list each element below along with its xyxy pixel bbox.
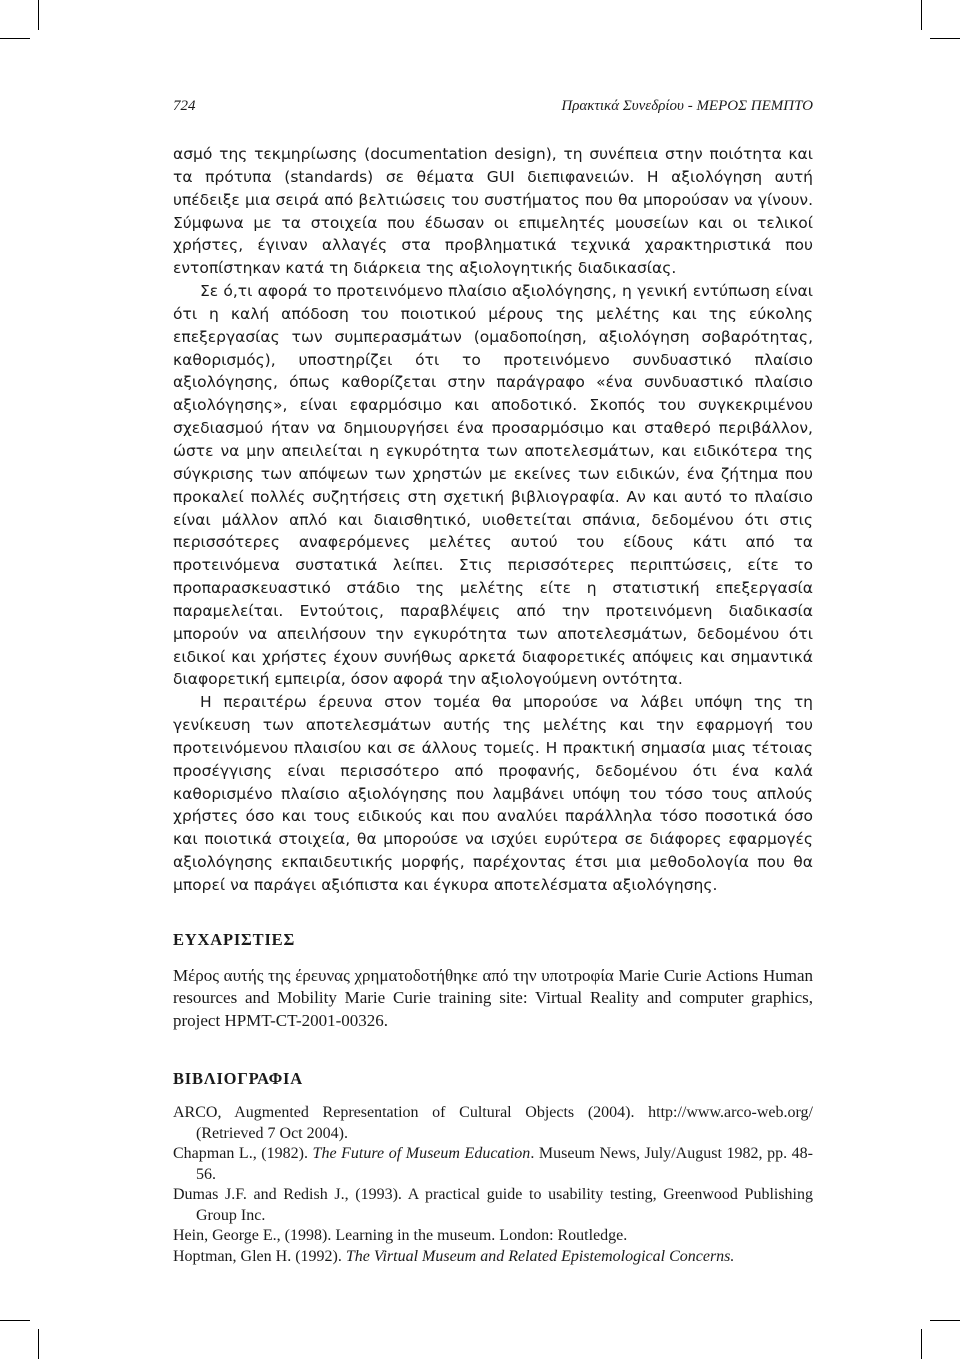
page-number: 724 [173, 98, 196, 114]
bib-text: ARCO, Augmented Representation of Cultural Objects (2004). http://www.arco-web.org/ (Retrieved 7 Oct 2004). [173, 1104, 813, 1142]
crop-mark [0, 1320, 30, 1321]
body-paragraph: ασμό της τεκμηρίωσης (documentation design), τη συνέπεια στην ποιότητα και τα πρότυπα (standards) σε θέματα GUI διεπιφανειών. Η αξιολόγηση αυτή υπέδειξε μια σειρά από βελτιώσεις του συστήματος που θα μπορούσαν να γίνουν. Σύμφωνα με τα στοιχεία που έδωσαν οι επιμελητές μουσείων και οι τελικοί χρήστες, έγιναν αλλαγές στα προβληματικά τεχνικά χαρακτηριστικά που εντοπίστηκαν κατά τη διάρκεια της αξιολογητικής διαδικασίας. [173, 145, 813, 278]
crop-mark [921, 0, 922, 30]
page-content [173, 143, 813, 1267]
acknowledgements-text: Μέρος αυτής της έρευνας χρηματοδοτήθηκε από την υποτροφία Marie Curie Actions Human resources and Mobility Marie Curie training site: Virtual Reality and computer graphics, project HPMT-CT-2001-00326. [173, 965, 813, 1030]
acknowledgements-heading: ΕΥΧΑΡΙΣΤΙΕΣ [173, 929, 296, 949]
crop-mark [0, 38, 30, 39]
running-head [173, 96, 813, 116]
bib-text: . Museum News, July/August 1982, pp. 48-56. [196, 1145, 814, 1183]
bibliography-entry [173, 1226, 813, 1247]
bib-title: The Virtual Museum and Related Epistemological Concerns. [345, 1247, 735, 1265]
body-paragraph: Η περαιτέρω έρευνα στον τομέα θα μπορούσε να λάβει υπόψη της τη γενίκευση των αποτελεσμάτων αυτής της μελέτης και την εφαρμογή του προτεινόμενου πλαισίου και σε άλλους τομείς. Η πρακτική σημασία μιας τέτοιας προσέγγισης είναι περισσότερο από προφανής, δεδομένου ότι ένα καλά καθορισμένο πλαίσιο αξιολόγησης που λαμβάνει υπόψη του τόσο τους απλούς χρήστες όσο και τους ειδικούς και που αναλύει παράλληλα τόσο ποσοτικά όσο και ποιοτικά στοιχεία, θα μπορούσε να ισχύει ευρύτερα σε διάφορες εφαρμογές αξιολόγησης εκπαιδευτικής μορφής, παρέχοντας έτσι μια μεθοδολογία που θα μπορεί να παράγει αξιόπιστα και έγκυρα αποτελέσματα αξιολόγησης. [173, 693, 813, 894]
crop-mark [930, 1320, 960, 1321]
running-title: Πρακτικά Συνεδρίου - ΜΕΡΟΣ ΠΕΜΠΤΟ [561, 98, 813, 114]
crop-mark [38, 1329, 39, 1359]
bibliography-heading: ΒΙΒΛΙΟΓΡΑΦΙΑ [173, 1069, 303, 1089]
crop-mark [930, 38, 960, 39]
bibliography-list [173, 1103, 813, 1267]
bib-text: Dumas J.F. and Redish J., (1993). A practical guide to usability testing, Greenwood Publishing Group Inc. [173, 1186, 813, 1224]
bib-text: Hoptman, Glen H. (1992). [173, 1247, 346, 1265]
bib-text: Chapman L., (1982). [173, 1145, 313, 1163]
bibliography-entry [173, 1144, 813, 1185]
body-paragraph: Σε ό,τι αφορά το προτεινόμενο πλαίσιο αξιολόγησης, η γενική εντύπωση είναι ότι η καλή απόδοση του ποιοτικού μέρους της μελέτης και της εύκολης επεξεργασίας των συμπερασμάτων (ομαδοποίηση, αξιολόγηση σοβαρότητας, καθορισμός), υποστηρίζει ότι το προτεινόμενο συνδυαστικό πλαίσιο αξιολόγησης, όπως καθορίζεται στην παράγραφο «ένα συνδυαστικό πλαίσιο αξιολόγησης», είναι εφαρμόσιμο και αποδοτικό. Σκοπός του συγκεκριμένου σχεδιασμού ήταν να δημιουργήσει ένα προσαρμόσιμο και σταθερό περιβάλλον, ώστε να μην απειλείται η εγκυρότητα των αποτελεσμάτων, και ειδικότερα της σύγκρισης των απόψεων των χρηστών με εκείνες των ειδικών, ένα ζήτημα που προκαλεί πολλές συζητήσεις στη σχετική βιβλιογραφία. Αν και αυτό το πλαίσιο είναι μάλλον απλό και διαισθητικό, υιοθετείται σπάνια, δεδομένου ότι στις περισσότερες αναφερόμενες μελέτες αυτού του είδους κάτι από τα προτεινόμενα συστατικά λείπει. Στις περισσότερες περιπτώσεις, είτε το προπαρασκευαστικό στάδιο της μελέτης είτε η στατιστική επεξεργασία παραμελείται. Εντούτοις, παραβλέψεις από την προτεινόμενη διαδικασία μπορούν να απειλήσουν την εγκυρότητα των αποτελεσμάτων, δεδομένου ότι ειδικοί και χρήστες έχουν συνήθως αρκετά διαφορετικές απόψεις και σημαντικά διαφορετική εμπειρία, όσον αφορά την αξιολογούμενη οντότητα. [173, 282, 813, 689]
crop-mark [921, 1329, 922, 1359]
bib-text: Hein, George E., (1998). Learning in the museum. London: Routledge. [173, 1227, 628, 1245]
crop-mark [38, 0, 39, 30]
bib-title: The Future of Museum Education [312, 1145, 531, 1163]
bibliography-entry [173, 1247, 813, 1268]
bibliography-entry [173, 1103, 813, 1144]
bibliography-entry [173, 1185, 813, 1226]
